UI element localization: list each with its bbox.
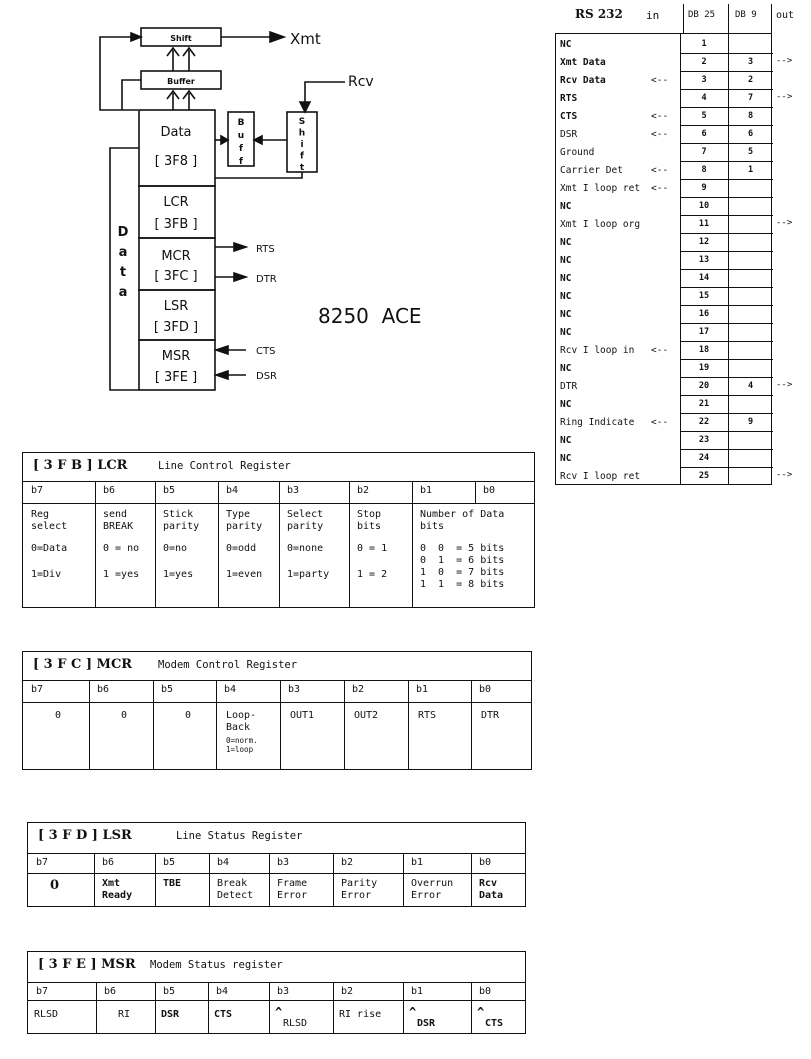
field-value: RI — [118, 1009, 131, 1020]
field-value: 0 — [121, 710, 128, 721]
field-value: 0 — [185, 710, 192, 721]
db25-pin: 9 — [701, 183, 707, 193]
field-value: DSR — [417, 1018, 436, 1029]
signal-name: NC — [560, 273, 572, 284]
column-divider — [279, 481, 280, 607]
signal-name: DTR — [560, 381, 578, 392]
rs232-row — [556, 342, 773, 360]
lsr-register-address: [ 3FD ] — [153, 320, 199, 335]
db25-pin: 4 — [701, 93, 707, 103]
field-value: CTS — [214, 1009, 233, 1020]
column-divider — [89, 680, 90, 769]
rs232-row — [556, 108, 773, 126]
field-value: RTS — [418, 710, 437, 721]
db9-pin: 9 — [747, 417, 754, 427]
lcr-register-table — [22, 452, 535, 608]
db25-pin: 2 — [701, 57, 707, 67]
shift-box-label: Shift — [170, 34, 192, 43]
out-arrow: --> — [776, 56, 793, 66]
column-divider — [269, 982, 270, 1033]
field-value-1: 1 = 2 — [357, 569, 388, 580]
field-value-0: 0 = no — [103, 543, 140, 554]
db25-pin: 11 — [698, 219, 710, 229]
rs232-row — [556, 54, 773, 72]
lcr-title: Line Control Register — [158, 460, 291, 472]
msr-header — [28, 952, 525, 983]
field-value: CTS — [485, 1018, 504, 1029]
field-value: 0 — [55, 710, 62, 721]
field-value-0: 0=Data — [31, 543, 68, 554]
db9-pin: 6 — [747, 129, 754, 139]
bit-label: b3 — [277, 857, 290, 868]
rs232-row — [556, 450, 773, 468]
bit-label: b2 — [357, 485, 370, 496]
bit-label: b1 — [420, 485, 433, 496]
column-divider — [349, 481, 350, 607]
db25-pin: 15 — [698, 291, 710, 301]
in-arrow: <-- — [651, 165, 669, 176]
vertical-letter: u — [237, 131, 245, 141]
column-divider — [209, 853, 210, 906]
bit-label: b0 — [479, 986, 492, 997]
column-divider — [403, 982, 404, 1033]
signal-name: NC — [560, 237, 572, 248]
db25-pin: 24 — [698, 453, 710, 463]
column-divider — [96, 982, 97, 1033]
in-arrow: <-- — [651, 111, 669, 122]
out-arrow: --> — [776, 92, 793, 102]
vertical-letter: a — [118, 245, 128, 260]
column-divider — [333, 982, 334, 1033]
lcr-header — [23, 453, 534, 482]
column-divider — [471, 982, 472, 1033]
vertical-letter: f — [239, 157, 243, 167]
msr-code: [ 3 F E ] MSR — [38, 957, 136, 972]
out-arrow: --> — [776, 380, 793, 390]
signal-name: Ground — [560, 147, 595, 158]
db25-pin: 20 — [698, 381, 710, 391]
buff-vertical-label — [238, 118, 245, 167]
field-value: DSR — [161, 1009, 180, 1020]
field-value: OUT2 — [354, 710, 379, 721]
header-divider — [771, 4, 772, 34]
signal-name: Xmt Data — [560, 57, 606, 68]
rs232-title: RS 232 — [575, 7, 623, 21]
field-value-0: 0=odd — [226, 543, 257, 554]
field-value-1: 1=even — [226, 569, 263, 580]
field-name: Stop bits — [357, 509, 382, 532]
in-arrow: <-- — [651, 75, 669, 86]
column-divider — [155, 853, 156, 906]
bit-label: b6 — [97, 684, 110, 695]
field-value: Loop- Back — [226, 710, 257, 733]
bit-label: b7 — [36, 986, 49, 997]
column-divider — [155, 481, 156, 607]
db25-pin: 10 — [698, 201, 710, 211]
field-value: Parity Error — [341, 878, 378, 901]
bit-label: b1 — [411, 986, 424, 997]
msr-register-address: [ 3FE ] — [154, 370, 198, 385]
signal-name: NC — [560, 39, 572, 50]
mcr-register-table — [22, 651, 532, 770]
ace-block-diagram — [0, 0, 540, 420]
signal-name: Ring Indicate — [560, 417, 635, 428]
caret-mark: ^ — [477, 1005, 485, 1019]
field-value-1: 1=yes — [163, 569, 194, 580]
bit-label: b3 — [277, 986, 290, 997]
signal-name: NC — [560, 255, 572, 266]
dtr-output-label: DTR — [256, 274, 277, 285]
db9-pin: 4 — [747, 381, 754, 391]
bit-label: b1 — [411, 857, 424, 868]
signal-name: Carrier Det — [560, 165, 623, 176]
field-name: Type parity — [226, 509, 263, 532]
db25-pin: 17 — [698, 327, 710, 337]
column-divider — [344, 680, 345, 769]
signal-name: NC — [560, 309, 572, 320]
field-value: RI rise — [339, 1009, 382, 1020]
rs232-row — [556, 234, 773, 252]
data-bus-vertical-label — [118, 225, 129, 300]
field-value-0: 0 = 1 — [357, 543, 388, 554]
data-register-label: Data — [160, 125, 192, 140]
shift-vertical-label — [299, 117, 305, 173]
db25-pin: 8 — [701, 165, 707, 175]
field-value-0: 0=no — [163, 543, 188, 554]
field-value: Xmt Ready — [102, 878, 133, 901]
bit-label: b5 — [163, 986, 176, 997]
signal-name: NC — [560, 435, 572, 446]
data-register-address: [ 3F8 ] — [154, 154, 198, 169]
signal-name: Rcv I loop ret — [560, 471, 641, 482]
bit-label: b4 — [216, 986, 229, 997]
db25-pin: 16 — [698, 309, 710, 319]
lsr-register-label: LSR — [163, 299, 189, 314]
bit-label: b6 — [102, 857, 115, 868]
in-arrow: <-- — [651, 183, 669, 194]
chip-name: 8250 ACE — [318, 304, 422, 328]
column-divider — [403, 853, 404, 906]
signal-name: NC — [560, 453, 572, 464]
db9-pin: 8 — [747, 111, 754, 121]
field-value-1: 1 =yes — [103, 569, 140, 580]
db25-pin: 5 — [701, 111, 707, 121]
mcr-title: Modem Control Register — [158, 659, 298, 671]
lsr-header — [28, 823, 525, 854]
db9-pin: 1 — [747, 165, 754, 175]
data-bits-values: 0 0 = 5 bits 0 1 = 6 bits 1 0 = 7 bits 1 1 = 8 bits — [420, 543, 505, 590]
field-name: Stick parity — [163, 509, 200, 532]
signal-name: Rcv Data — [560, 75, 606, 86]
header-divider — [683, 4, 684, 34]
db25-pin: 12 — [698, 237, 710, 247]
rs232-row — [556, 414, 773, 432]
db9-pin: 5 — [747, 147, 754, 157]
signal-name: NC — [560, 327, 572, 338]
rs232-row — [556, 378, 773, 396]
mcr-register-address: [ 3FC ] — [154, 269, 198, 284]
column-divider — [208, 982, 209, 1033]
buffer-box-label: Buffer — [167, 77, 195, 86]
bit-label: b6 — [104, 986, 117, 997]
data-bits-name: Number of Data bits — [420, 509, 505, 532]
bit-label: b3 — [288, 684, 301, 695]
db9-header: DB 9 — [735, 10, 757, 20]
bit-label: b1 — [416, 684, 429, 695]
field-value: DTR — [481, 710, 500, 721]
column-divider — [475, 481, 476, 503]
field-value: RLSD — [34, 1009, 59, 1020]
vertical-letter: B — [237, 118, 245, 128]
column-divider — [471, 853, 472, 906]
db25-pin: 6 — [701, 129, 707, 139]
field-value-1: 1=Div — [31, 569, 62, 580]
column-divider — [153, 680, 154, 769]
rs232-row — [556, 144, 773, 162]
rs232-row — [556, 36, 773, 54]
column-divider — [408, 680, 409, 769]
column-divider — [269, 853, 270, 906]
header-divider — [728, 4, 729, 34]
column-divider — [218, 481, 219, 607]
rs232-row — [556, 72, 773, 90]
db25-pin: 3 — [701, 75, 707, 85]
rs232-out-header: out — [776, 10, 795, 21]
rs232-row — [556, 306, 773, 324]
rcv-label: Rcv — [348, 74, 374, 90]
in-arrow: <-- — [651, 417, 669, 428]
signal-name: DSR — [560, 129, 578, 140]
signal-name: Xmt I loop ret — [560, 183, 641, 194]
lsr-code: [ 3 F D ] LSR — [38, 828, 132, 843]
column-divider — [95, 481, 96, 607]
rs232-pin-table — [555, 33, 772, 485]
column-divider — [333, 853, 334, 906]
bit-label: b4 — [226, 485, 239, 496]
rs232-row — [556, 432, 773, 450]
rs232-row — [556, 180, 773, 198]
column-divider — [412, 481, 413, 607]
db25-pin: 23 — [698, 435, 710, 445]
in-arrow: <-- — [651, 129, 669, 140]
field-name: Select parity — [287, 509, 324, 532]
column-divider — [280, 680, 281, 769]
rs232-row — [556, 468, 773, 486]
out-arrow: --> — [776, 218, 793, 228]
cts-input-label: CTS — [256, 346, 276, 357]
vertical-letter: t — [119, 265, 127, 280]
db25-pin: 19 — [698, 363, 710, 373]
rs232-row — [556, 216, 773, 234]
db25-header: DB 25 — [688, 10, 716, 20]
bit-label: b6 — [103, 485, 116, 496]
vertical-letter: t — [299, 163, 305, 173]
db25-pin: 22 — [698, 417, 710, 427]
bit-label: b7 — [36, 857, 49, 868]
rs232-row — [556, 252, 773, 270]
mcr-code: [ 3 F C ] MCR — [33, 657, 133, 672]
db25-pin: 13 — [698, 255, 710, 265]
db25-pin: 25 — [698, 471, 710, 481]
bit-label: b4 — [217, 857, 230, 868]
vertical-letter: f — [239, 144, 243, 154]
bit-label: b5 — [163, 857, 176, 868]
msr-register-table — [27, 951, 526, 1034]
field-value: Overrun Error — [411, 878, 454, 901]
field-value: 0 — [50, 878, 60, 893]
field-name: Reg select — [31, 509, 68, 532]
field-value: Break Detect — [217, 878, 254, 901]
signal-name: CTS — [560, 111, 578, 122]
db25-pin: 14 — [698, 273, 710, 283]
db9-pin: 7 — [747, 93, 754, 103]
dsr-input-label: DSR — [256, 371, 277, 382]
rts-output-label: RTS — [256, 244, 275, 255]
db9-pin: 2 — [747, 75, 754, 85]
rs232-row — [556, 90, 773, 108]
rs232-in-header: in — [646, 9, 660, 22]
lsr-title: Line Status Register — [176, 830, 303, 842]
rs232-row — [556, 126, 773, 144]
bit-label: b4 — [224, 684, 237, 695]
db25-pin: 1 — [701, 39, 707, 49]
bit-label: b0 — [479, 857, 492, 868]
column-divider — [155, 982, 156, 1033]
bit-label: b2 — [341, 857, 354, 868]
field-name: send BREAK — [103, 509, 134, 532]
in-arrow: <-- — [651, 345, 669, 356]
vertical-letter: a — [118, 285, 128, 300]
vertical-letter: D — [117, 225, 129, 240]
rs232-row — [556, 324, 773, 342]
vertical-letter: i — [300, 140, 304, 150]
field-value: OUT1 — [290, 710, 315, 721]
lsr-register-table — [27, 822, 526, 907]
mcr-register-label: MCR — [161, 249, 191, 264]
db9-pin: 3 — [747, 57, 754, 67]
rs232-row — [556, 198, 773, 216]
column-divider — [471, 680, 472, 769]
vertical-letter: f — [300, 151, 304, 162]
bit-label: b2 — [341, 986, 354, 997]
field-value: RLSD — [283, 1018, 308, 1029]
bit-label: b5 — [161, 684, 174, 695]
signal-name: RTS — [560, 93, 578, 104]
signal-name: NC — [560, 399, 572, 410]
bit-label: b0 — [479, 684, 492, 695]
signal-name: NC — [560, 363, 572, 374]
field-value-0: 0=none — [287, 543, 324, 554]
xmt-label: Xmt — [290, 30, 321, 48]
field-value-1: 1=party — [287, 569, 330, 580]
field-value: Frame Error — [277, 878, 308, 901]
rs232-row — [556, 288, 773, 306]
column-divider — [216, 680, 217, 769]
caret-mark: ^ — [275, 1005, 283, 1019]
db25-pin: 21 — [698, 399, 710, 409]
rs232-row — [556, 162, 773, 180]
db25-pin: 7 — [701, 147, 707, 157]
rs232-row — [556, 270, 773, 288]
loop-note: 0=norm. 1=loop — [226, 736, 258, 754]
bit-label: b2 — [352, 684, 365, 695]
msr-title: Modem Status register — [150, 959, 283, 971]
vertical-letter: S — [298, 117, 306, 127]
bit-label: b3 — [287, 485, 300, 496]
mcr-header — [23, 652, 531, 681]
column-divider — [94, 853, 95, 906]
field-value: TBE — [163, 878, 182, 889]
vertical-letter: h — [298, 128, 306, 139]
lcr-register-label: LCR — [163, 195, 189, 210]
caret-mark: ^ — [409, 1005, 417, 1019]
rs232-row — [556, 360, 773, 378]
signal-name: NC — [560, 201, 572, 212]
lcr-register-address: [ 3FB ] — [154, 217, 198, 232]
signal-name: NC — [560, 291, 572, 302]
lcr-code: [ 3 F B ] LCR — [33, 458, 128, 473]
msr-register-label: MSR — [161, 349, 191, 364]
bit-label: b7 — [31, 684, 44, 695]
field-value: Rcv Data — [479, 878, 504, 901]
bit-label: b7 — [31, 485, 44, 496]
bit-label: b0 — [483, 485, 496, 496]
rs232-row — [556, 396, 773, 414]
signal-name: Xmt I loop org — [560, 219, 641, 230]
signal-name: Rcv I loop in — [560, 345, 635, 356]
bit-label: b5 — [163, 485, 176, 496]
out-arrow: --> — [776, 470, 793, 480]
db25-pin: 18 — [698, 345, 710, 355]
